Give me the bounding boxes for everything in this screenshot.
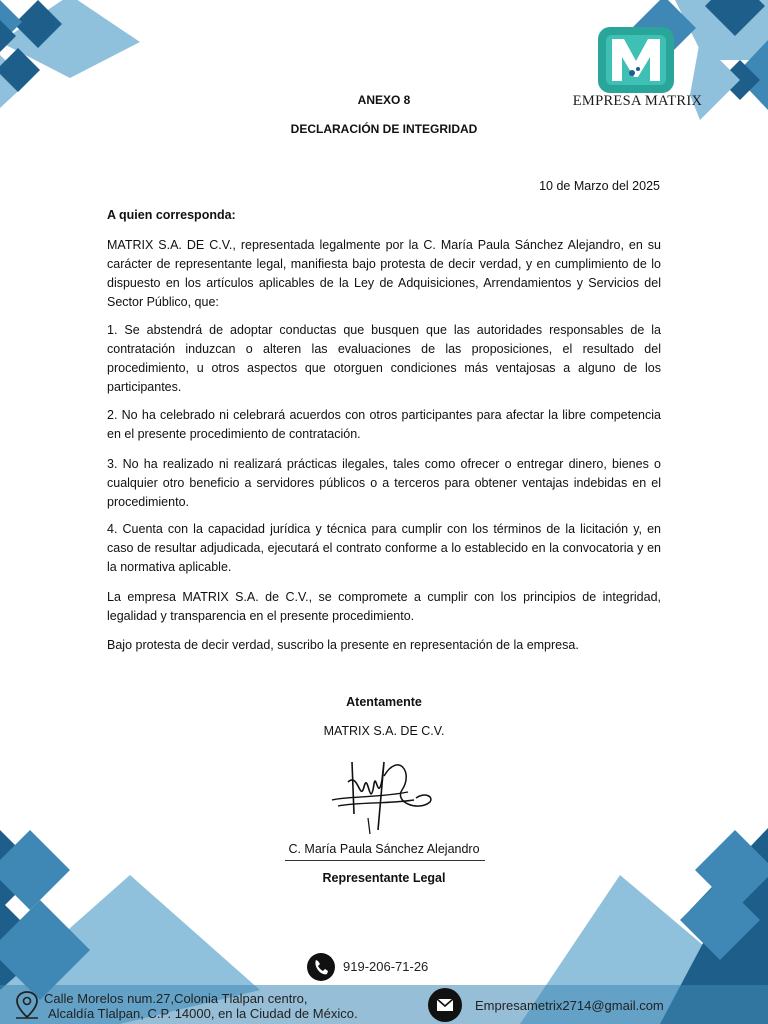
- letter-date: 10 de Marzo del 2025: [539, 179, 660, 193]
- paragraph-item-2: 2. No ha celebrado ni celebrará acuerdos con otros participantes para afectar la libre competencia en el presente procedimiento de contratación.: [107, 408, 661, 441]
- mail-icon: [428, 988, 462, 1022]
- paragraph-commitment: La empresa MATRIX S.A. de C.V., se compromete a cumplir con los principios de integridad, legalidad y transparencia en el presente procedimiento.: [107, 590, 661, 623]
- document-title: DECLARACIÓN DE INTEGRIDAD: [290, 122, 478, 136]
- email-address: Empresametrix2714@gmail.com: [475, 998, 664, 1013]
- paragraph-intro: MATRIX S.A. DE C.V., representada legalmente por la C. María Paula Sánchez Alejandro, en su carácter de representante legal, manifiesta bajo protesta de decir verdad, y en cumplimiento de lo dispuesto en los artículos aplicables de la Ley de Adquisiciones, Arrendamientos y Servicios del Sector Público, que:: [107, 238, 661, 309]
- address-line-2: Alcaldía Tlalpan, C.P. 14000, en la Ciudad de México.: [48, 1006, 358, 1021]
- paragraph-item-1: 1. Se abstendrá de adoptar conductas que busquen que las autoridades responsables de la contratación induzcan o alteren las evaluaciones de las proposiciones, el resultado del procedimiento, u otros aspectos que otorguen condiciones más ventajosas a alguno de los participantes.: [107, 323, 661, 394]
- paragraph-item-4: 4. Cuenta con la capacidad jurídica y técnica para cumplir con los términos de la licitación y, en caso de resultar adjudicada, ejecutará el contrato conforme a lo establecido en la convocatoria y en la normativa aplicable.: [107, 522, 661, 574]
- phone-number: 919-206-71-26: [343, 959, 429, 974]
- annex-number: ANEXO 8: [357, 93, 411, 107]
- brand-name: EMPRESA MATRIX: [572, 93, 703, 109]
- company-logo: [598, 27, 674, 93]
- phone-icon: [307, 953, 335, 981]
- closing: Atentamente: [346, 695, 422, 709]
- signer-name: C. María Paula Sánchez Alejandro: [288, 842, 480, 856]
- location-pin-icon: [14, 990, 40, 1024]
- signature-line: [285, 860, 485, 861]
- paragraph-item-3: 3. No ha realizado ni realizará prácticas ilegales, tales como ofrecer o entregar dinero, bienes o cualquier otro beneficio a servidores públicos o a terceros para obtener ventajas indebidas en el procedimiento.: [107, 457, 661, 509]
- salutation: A quien corresponda:: [107, 208, 236, 222]
- paragraph-protest: Bajo protesta de decir verdad, suscribo la presente en representación de la empresa.: [107, 638, 579, 652]
- signer-role: Representante Legal: [322, 871, 446, 885]
- handwritten-signature: [318, 742, 438, 842]
- signature-company: MATRIX S.A. DE C.V.: [323, 724, 445, 738]
- address-line-1: Calle Morelos num.27,Colonia Tlalpan centro,: [44, 991, 308, 1006]
